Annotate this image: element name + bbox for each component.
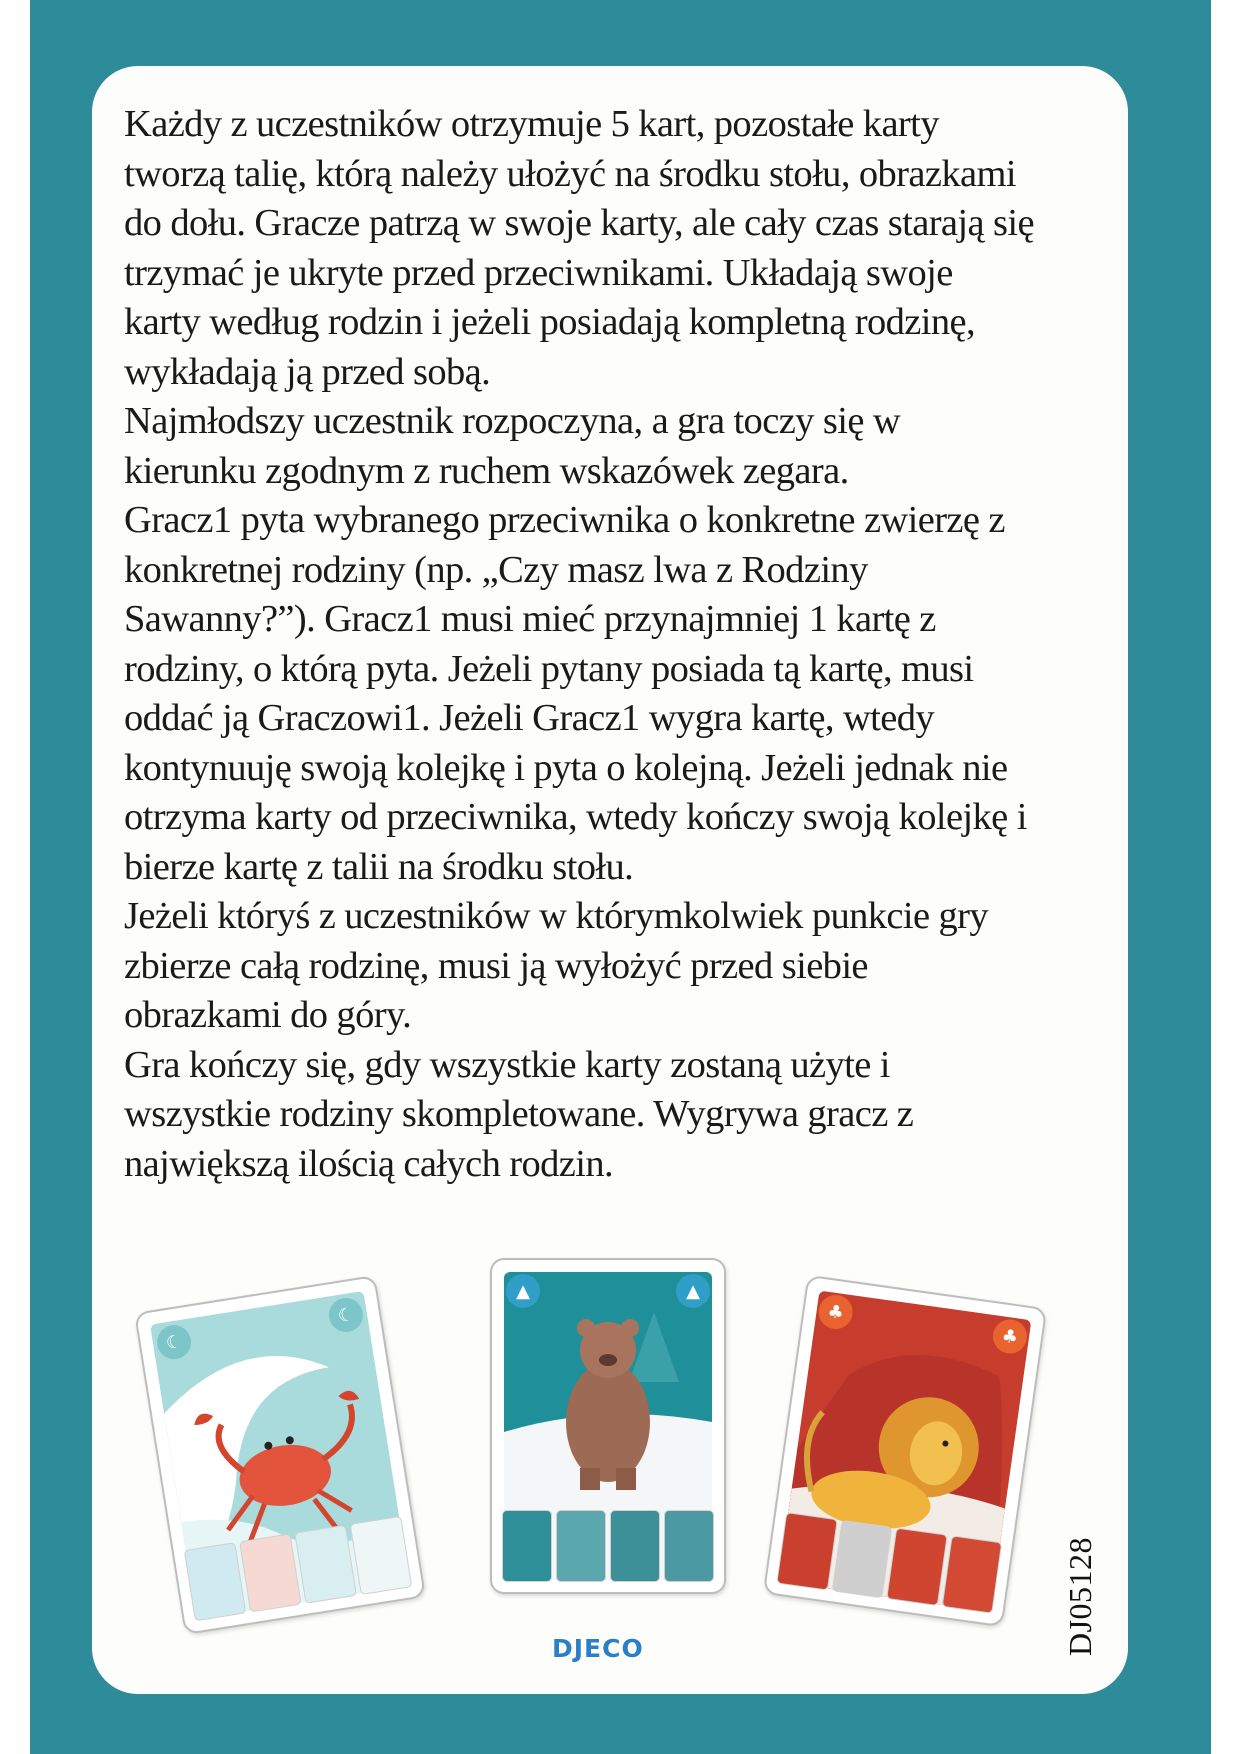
crab-thumbnail: [294, 1525, 357, 1604]
rules-line: Sawanny?”). Gracz1 musi mieć przynajmniej 1 kartę z: [124, 598, 936, 640]
rules-line: oddać ją Graczowi1. Jeżeli Gracz1 wygra kartę, wtedy: [124, 697, 935, 739]
rules-line: tworzą talię, którą należy ułożyć na środku stołu, obrazkami: [124, 152, 1016, 195]
rules-line: Gra kończy się, gdy wszystkie karty zostaną użyte i: [124, 1043, 890, 1086]
rules-line: Najmłodszy uczestnik rozpoczyna, a gra toczy się w: [124, 400, 901, 442]
moon-wave-icon: ☾: [326, 1296, 365, 1335]
giraffe-thumbnail: [776, 1512, 837, 1590]
rules-line: konkretnej rodziny (np. „Czy masz lwa z Rodziny: [124, 548, 868, 591]
rules-line: zbierze całą rodzinę, musi ją wyłożyć przed siebie: [124, 944, 868, 987]
rules-line: bierze kartę z talii na środku stołu.: [124, 845, 634, 888]
goat-thumbnail: [556, 1510, 606, 1582]
rules-line: wykładają ją przed sobą.: [124, 350, 491, 393]
rules-line: obrazkami do góry.: [124, 994, 412, 1036]
rules-line: otrzyma karty od przeciwnika, wtedy kończy swoją kolejkę i: [124, 796, 1027, 838]
rules-line: największą ilością całych rodzin.: [124, 1142, 614, 1185]
fish-thumbnail: [184, 1542, 247, 1621]
rules-line: Każdy z uczestników otrzymuje 5 kart, pozostałe karty: [124, 103, 939, 145]
savanna-lion-card: [763, 1275, 1047, 1628]
rules-text: [124, 100, 1124, 1189]
sea-crab-card: [134, 1275, 426, 1635]
bear-thumbnail: [610, 1510, 660, 1582]
crocodile-thumbnail: [941, 1535, 1002, 1613]
moon-wave-icon: ☾: [155, 1323, 194, 1362]
baobab-tree-icon: ♣: [816, 1293, 854, 1331]
rules-line: do dołu. Gracze patrzą w swoje karty, ale cały czas starają się: [124, 202, 1034, 244]
mountain-icon: ▲: [676, 1274, 710, 1308]
seagull-thumbnail: [350, 1516, 413, 1595]
rules-line: kierunku zgodnym z ruchem wskazówek zegara.: [124, 449, 849, 492]
product-code: DJ05128: [1062, 1536, 1098, 1656]
rules-line: karty według rodzin i jeżeli posiadają kompletną rodzinę,: [124, 301, 975, 343]
rules-line: rodziny, o którą pyta. Jeżeli pytany posiada tą kartę, musi: [124, 647, 974, 690]
djeco-logo: DJECO: [552, 1634, 644, 1663]
rules-line: Jeżeli któryś z uczestników w którymkolwiek punkcie gry: [124, 895, 989, 937]
mountain-bear-card: [490, 1258, 726, 1594]
baobab-tree-icon: ♣: [991, 1317, 1029, 1355]
marmot-thumbnail: [502, 1510, 552, 1582]
starfish-thumbnail: [239, 1533, 302, 1612]
rules-line: kontynuuję swoją kolejkę i pyta o kolejną. Jeżeli jednak nie: [124, 746, 1008, 789]
rules-line: Gracz1 pyta wybranego przeciwnika o konkretne zwierzę z: [124, 499, 1005, 541]
family-thumbnails: [502, 1510, 714, 1582]
elephant-thumbnail: [831, 1520, 892, 1598]
lion-thumbnail: [886, 1528, 947, 1606]
badger-thumbnail: [664, 1510, 714, 1582]
mountain-icon: ▲: [506, 1274, 540, 1308]
rules-line: wszystkie rodziny skompletowane. Wygrywa gracz z: [124, 1093, 914, 1135]
rules-line: trzymać je ukryte przed przeciwnikami. Układają swoje: [124, 251, 953, 294]
